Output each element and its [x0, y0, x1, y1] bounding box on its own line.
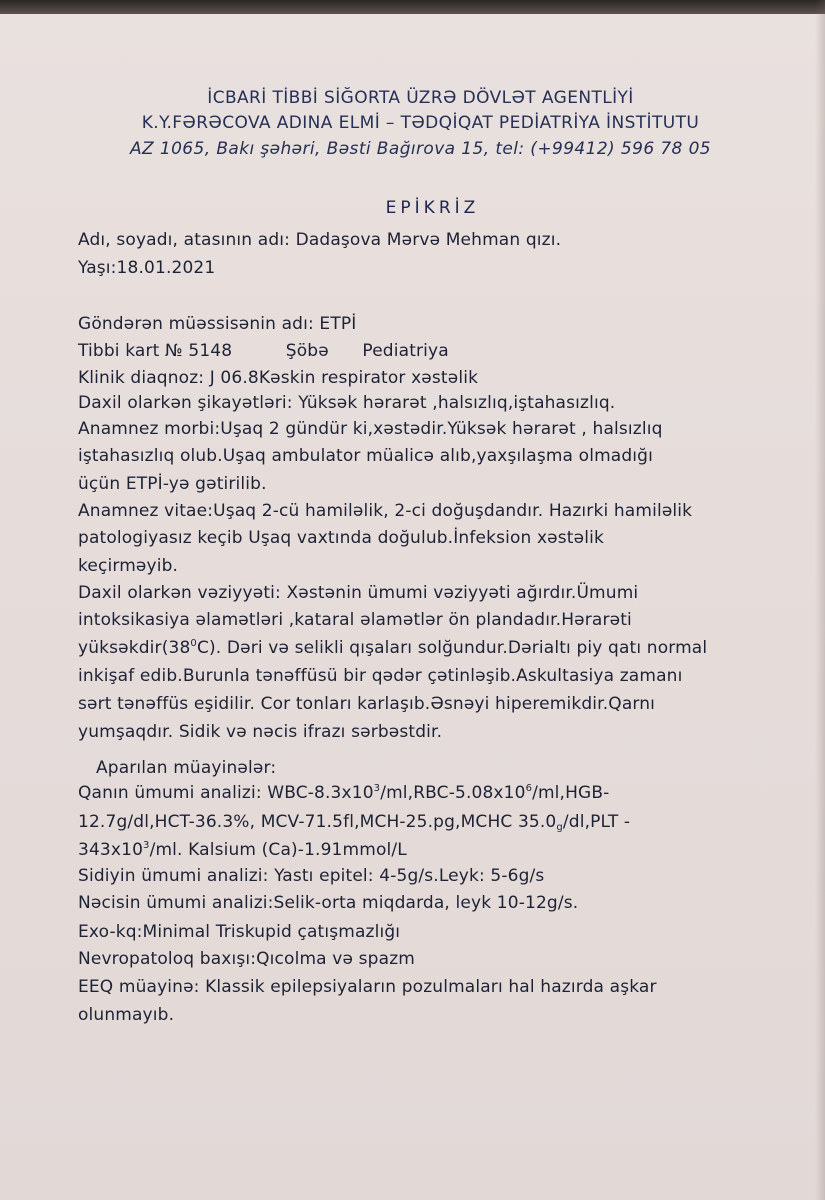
- blood-text: 12.7g/dl,HCT-36.3%, MCV-71.5fl,MCH-25.pg,MCHC 35.0: [78, 812, 557, 832]
- exponent: 3: [373, 783, 381, 794]
- page-shadow: [815, 0, 825, 1200]
- referral-line: [78, 314, 356, 334]
- card-number: 5148: [188, 341, 233, 361]
- condition-line: intoksikasiya əlamətləri ,kataral əlamətlər ön plandadır.Hərarəti: [78, 610, 632, 630]
- blood-text: /ml,RBC-5.08x10: [380, 783, 526, 803]
- degree-superscript: 0: [190, 638, 197, 649]
- urine-analysis: Sidiyin ümumi analizi: Yastı epitel: 4-5g/s.Leyk: 5-6g/s: [78, 866, 545, 886]
- condition-line: inkişaf edib.Burunla tənəffüsü bir qədər çətinləşib.Askultasiya zamanı: [78, 666, 683, 686]
- background-edge: [0, 0, 825, 14]
- department-value: Pediatriya: [362, 341, 449, 361]
- eeg-line: EEQ müayinə: Klassik epilepsiyaların pozulmaları hal hazırda aşkar: [78, 977, 657, 997]
- condition-line: yumşaqdır. Sidik və nəcis ifrazı sərbəstdir.: [78, 722, 443, 742]
- blood-text: Qanın ümumi analizi: WBC-8.3x10: [78, 783, 374, 803]
- header-institute: K.Y.FƏRƏCOVA ADINA ELMİ – TƏDQİQAT PEDİATRİYA İNSTİTUTU: [141, 113, 700, 133]
- condition-text: yüksəkdir(38: [78, 638, 191, 658]
- echo-result: Exo-kq:Minimal Triskupid çatışmazlığı: [78, 922, 401, 942]
- exponent: 6: [525, 783, 533, 794]
- exponent: 3: [143, 840, 150, 851]
- condition-line: [78, 638, 707, 658]
- subscript: g: [556, 822, 563, 833]
- medical-card-line: [78, 341, 449, 361]
- condition-line: Daxil olarkən vəziyyəti: Xəstənin ümumi vəziyyəti ağırdır.Ümumi: [78, 583, 639, 603]
- header-address: AZ 1065, Bakı şəhəri, Bəsti Bağırova 15, tel: (+99412) 596 78 05: [129, 139, 712, 159]
- referral-value: ETPİ: [319, 314, 357, 334]
- stool-analysis: Nəcisin ümumi analizi:Selik-orta miqdarda, leyk 10-12g/s.: [78, 893, 579, 913]
- patient-name-label: Adı, soyadı, atasının adı:: [78, 230, 291, 250]
- referral-label: Göndərən müəssisənin adı:: [78, 314, 314, 334]
- neurologist-exam: Nevropatoloq baxışı:Qıcolma və spazm: [78, 949, 415, 969]
- anamnez-vitae-line: Anamnez vitae:Uşaq 2-cü hamiləlik, 2-ci doğuşdandır. Hazırki hamiləlik: [78, 501, 693, 521]
- eeg-line: olunmayıb.: [78, 1005, 175, 1025]
- patient-age-label: Yaşı:: [78, 258, 117, 278]
- exams-heading: Aparılan müayinələr:: [96, 758, 277, 778]
- condition-text: C). Dəri və selikli qışaları solğundur.Dərialtı piy qatı normal: [196, 638, 708, 658]
- anamnez-morbi-line: Anamnez morbi:Uşaq 2 gündür ki,xəstədir.Yüksək hərarət , halsızlıq: [78, 419, 663, 439]
- condition-line: sərt tənəffüs eşidilir. Cor tonları karlaşıb.Əsnəyi hiperemikdir.Qarnı: [78, 694, 656, 714]
- blood-text: /ml. Kalsium (Ca)-1.91mmol/L: [149, 840, 407, 860]
- anamnez-morbi-line: iştahasızlıq olub.Uşaq ambulator müalicə alıb,yaxşılaşma olmadığı: [78, 446, 653, 466]
- card-label: Tibbi kart №: [78, 341, 183, 361]
- anamnez-morbi-line: üçün ETPİ-yə gətirilib.: [78, 474, 267, 494]
- anamnez-vitae-line: keçirməyib.: [78, 556, 179, 576]
- blood-text: 343x10: [78, 840, 144, 860]
- patient-name-value: Dadaşova Mərvə Mehman qızı.: [295, 230, 562, 250]
- header-agency: İCBARİ TİBBİ SİĞORTA ÜZRƏ DÖVLƏT AGENTLİYİ: [207, 88, 634, 108]
- document-title: EPİKRİZ: [385, 198, 480, 218]
- blood-analysis-line: [78, 812, 630, 832]
- anamnez-vitae-line: patologiyasız keçib Uşaq vaxtında doğulub.İnfeksion xəstəlik: [78, 528, 604, 548]
- blood-text: /ml,HGB-: [532, 783, 610, 803]
- clinical-diagnosis: Klinik diaqnoz: J 06.8Kəskin respirator xəstəlik: [78, 368, 479, 388]
- patient-age-value: 18.01.2021: [116, 258, 216, 278]
- patient-name-line: [78, 230, 561, 250]
- blood-text: /dl,PLT -: [562, 812, 631, 832]
- department-label: Şöbə: [285, 341, 329, 361]
- admission-complaints: Daxil olarkən şikayətləri: Yüksək hərarət ,halsızlıq,iştahasızlıq.: [78, 393, 616, 413]
- blood-analysis-line: [78, 783, 609, 803]
- blood-analysis-line: [78, 840, 407, 860]
- patient-age-line: [78, 258, 215, 278]
